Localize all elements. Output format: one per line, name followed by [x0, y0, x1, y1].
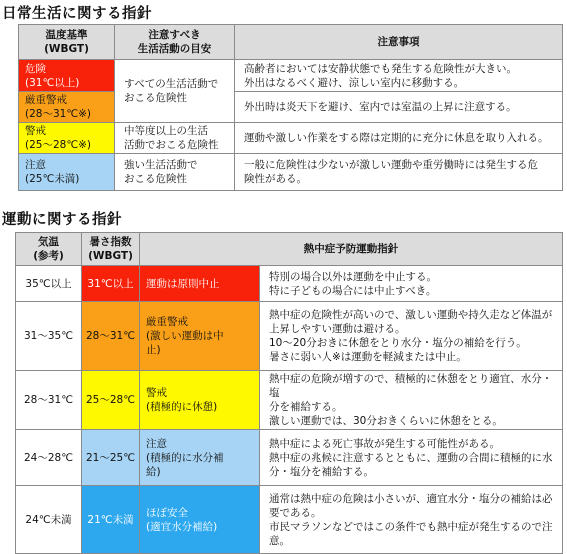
- header-wbgt-standard: 温度基準 (WBGT): [19, 25, 115, 60]
- table-row: [16, 430, 563, 486]
- table-row: [16, 371, 563, 430]
- activity-intense: 強い生活活動で おこる危険性: [115, 154, 235, 191]
- table-row: [19, 154, 563, 191]
- wbgt-cell: 21～25℃: [82, 430, 140, 486]
- table-row: [19, 92, 563, 123]
- table-row: [16, 486, 563, 554]
- activity-all: すべての生活活動で おこる危険性: [115, 60, 235, 123]
- wbgt-cell: 28～31℃: [82, 302, 140, 371]
- guide-cell: 熱中症による死亡事故が発生する可能性がある。 熱中症の兆候に注意するとともに、運動の合間に積極的に水 分・塩分を補給する。: [260, 430, 563, 486]
- guide-cell: 通常は熱中症の危険は小さいが、適宜水分・塩分の補給は必 要である。 市民マラソンなどではこの条件でも熱中症が発生するので注 意。: [260, 486, 563, 554]
- guide-cell: 熱中症の危険が増すので、積極的に休憩をとり適宜、水分・塩 分を補給する。 激しい運動では、30分おきくらいに休憩をとる。: [260, 371, 563, 430]
- header-notes: 注意事項: [235, 25, 563, 60]
- daily-guideline-title: 日常生活に関する指針: [2, 6, 152, 22]
- header-wbgt: 暑さ指数 (WBGT): [82, 233, 140, 266]
- level-warning: 警戒 (積極的に休憩): [140, 371, 260, 430]
- note-warning: 運動や激しい作業をする際は定期的に充分に休息を取り入れる。: [235, 123, 563, 154]
- header-activity: 注意すべき 生活活動の目安: [115, 25, 235, 60]
- table-row: [19, 123, 563, 154]
- level-warning: 警戒 (25～28℃※): [19, 123, 115, 154]
- temp-cell: 35℃以上: [16, 266, 82, 302]
- temp-cell: 31～35℃: [16, 302, 82, 371]
- table-row: [19, 60, 563, 92]
- wbgt-cell: 25～28℃: [82, 371, 140, 430]
- temp-cell: 24℃未満: [16, 486, 82, 554]
- table-header-row: [19, 25, 563, 60]
- guide-cell: 熱中症の危険性が高いので、激しい運動や持久走など体温が 上昇しやすい運動は避ける。 10～20分おきに休憩をとり水分・塩分の補給を行う。 暑さに弱い人※は運動を軽減または中止。: [260, 302, 563, 371]
- header-temperature: 気温 (参考): [16, 233, 82, 266]
- wbgt-cell: 21℃未満: [82, 486, 140, 554]
- table-row: [16, 302, 563, 371]
- sports-guideline-table: [15, 232, 563, 554]
- note-danger: 高齢者においては安静状態でも発生する危険性が大きい。 外出はなるべく避け、涼しい室内に移動する。: [235, 60, 563, 92]
- level-almost-safe: ほぼ安全 (適宜水分補給): [140, 486, 260, 554]
- header-exercise-guideline: 熱中症予防運動指針: [140, 233, 563, 266]
- guide-cell: 特別の場合以外は運動を中止する。 特に子どもの場合には中止すべき。: [260, 266, 563, 302]
- level-caution: 注意 (積極的に水分補 給): [140, 430, 260, 486]
- table-header-row: [16, 233, 563, 266]
- daily-guideline-table: [18, 24, 563, 191]
- note-caution: 一般に危険性は少ないが激しい運動や重労働時には発生する危 険性がある。: [235, 154, 563, 191]
- table-row: [16, 266, 563, 302]
- sports-guideline-title: 運動に関する指針: [2, 212, 122, 228]
- temp-cell: 28～31℃: [16, 371, 82, 430]
- note-severe-warning: 外出時は炎天下を避け、室内では室温の上昇に注意する。: [235, 92, 563, 123]
- level-severe-warning: 厳重警戒 (激しい運動は中 止): [140, 302, 260, 371]
- level-danger: 危険 (31℃以上): [19, 60, 115, 92]
- level-severe-warning: 厳重警戒 (28～31℃※): [19, 92, 115, 123]
- activity-moderate: 中等度以上の生活 活動でおこる危険性: [115, 123, 235, 154]
- level-caution: 注意 (25℃未満): [19, 154, 115, 191]
- level-stop: 運動は原則中止: [140, 266, 260, 302]
- temp-cell: 24～28℃: [16, 430, 82, 486]
- wbgt-cell: 31℃以上: [82, 266, 140, 302]
